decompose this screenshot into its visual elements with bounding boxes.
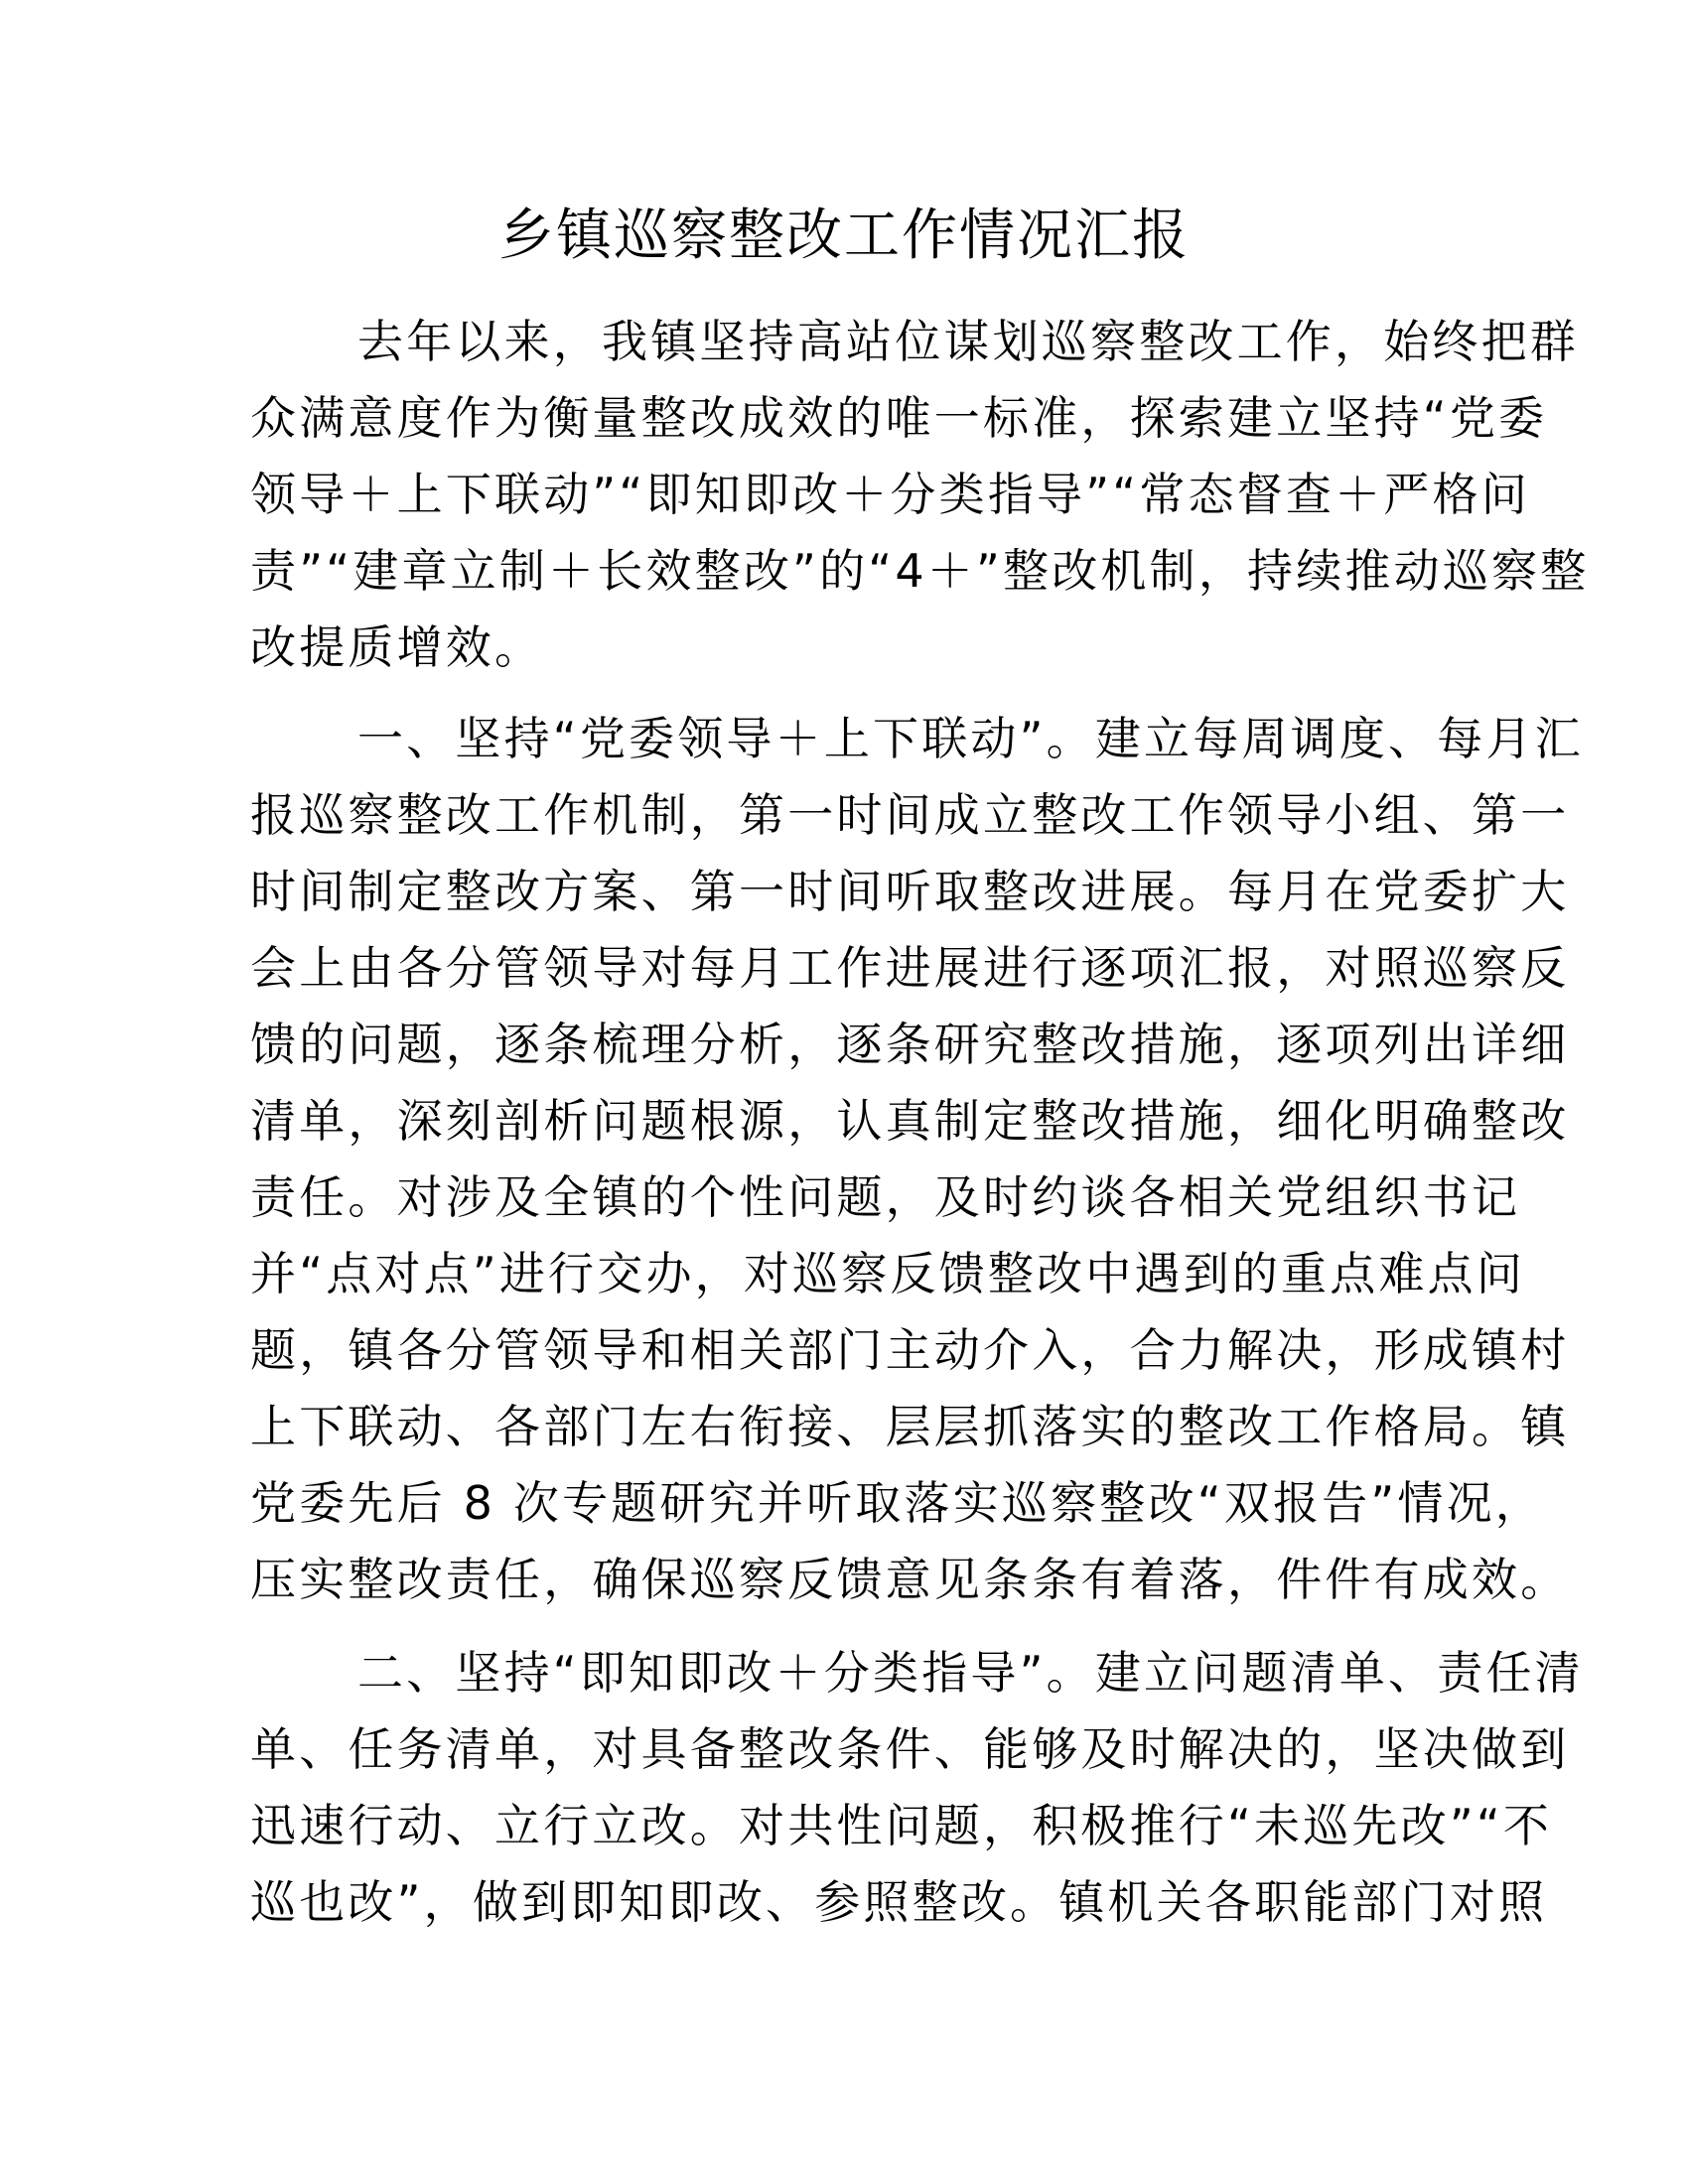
- text-line: 众满意度作为衡量整改成效的唯一标准，探索建立坚持“党委: [250, 391, 1548, 445]
- text-line: 并“点对点”进行交办，对巡察反馈整改中遇到的重点难点问: [250, 1247, 1526, 1300]
- text-line: 会上由各分管领导对每月工作进展进行逐项汇报，对照巡察反: [250, 941, 1570, 995]
- text-line: 迅速行动、立行立改。对共性问题，积极推行“未巡先改”“不: [250, 1799, 1553, 1852]
- text-line: 一、坚持“党委领导＋上下联动”。建立每周调度、每月汇: [357, 712, 1584, 765]
- paragraph-section-1: [250, 701, 1584, 1618]
- text-line: 馈的问题，逐条梳理分析，逐条研究整改措施，逐项列出详细: [250, 1018, 1570, 1071]
- text-line: 报巡察整改工作机制，第一时间成立整改工作领导小组、第一: [250, 788, 1570, 842]
- text-line: 领导＋上下联动”“即知即改＋分类指导”“常态督查＋严格问: [250, 468, 1530, 521]
- text-line: 责任。对涉及全镇的个性问题，及时约谈各相关党组织书记: [250, 1170, 1521, 1224]
- text-line: 压实整改责任，确保巡察反馈意见条条有着落，件件有成效。: [250, 1553, 1570, 1606]
- text-line: 党委先后 8 次专题研究并听取落实巡察整改“双报告”情况，: [250, 1476, 1544, 1530]
- paragraph-section-2: [250, 1635, 1584, 1941]
- text-line: 巡也改”，做到即知即改、参照整改。镇机关各职能部门对照: [250, 1875, 1548, 1929]
- text-line: 改提质增效。: [250, 620, 544, 674]
- document-title: 乡镇巡察整改工作情况汇报: [498, 204, 1190, 268]
- paragraph-intro: [250, 304, 1590, 686]
- text-line: 责”“建章立制＋长效整改”的“4＋”整改机制，持续推动巡察整: [250, 544, 1590, 598]
- text-line: 去年以来，我镇坚持高站位谋划巡察整改工作，始终把群: [357, 315, 1579, 368]
- text-line: 上下联动、各部门左右衔接、层层抓落实的整改工作格局。镇: [250, 1400, 1570, 1453]
- text-line: 题，镇各分管领导和相关部门主动介入，合力解决，形成镇村: [250, 1323, 1570, 1377]
- text-line: 二、坚持“即知即改＋分类指导”。建立问题清单、责任清: [357, 1646, 1584, 1700]
- text-line: 单、任务清单，对具备整改条件、能够及时解决的，坚决做到: [250, 1722, 1570, 1776]
- text-line: 清单，深刻剖析问题根源，认真制定整改措施，细化明确整改: [250, 1094, 1570, 1148]
- text-line: 时间制定整改方案、第一时间听取整改进展。每月在党委扩大: [250, 865, 1570, 918]
